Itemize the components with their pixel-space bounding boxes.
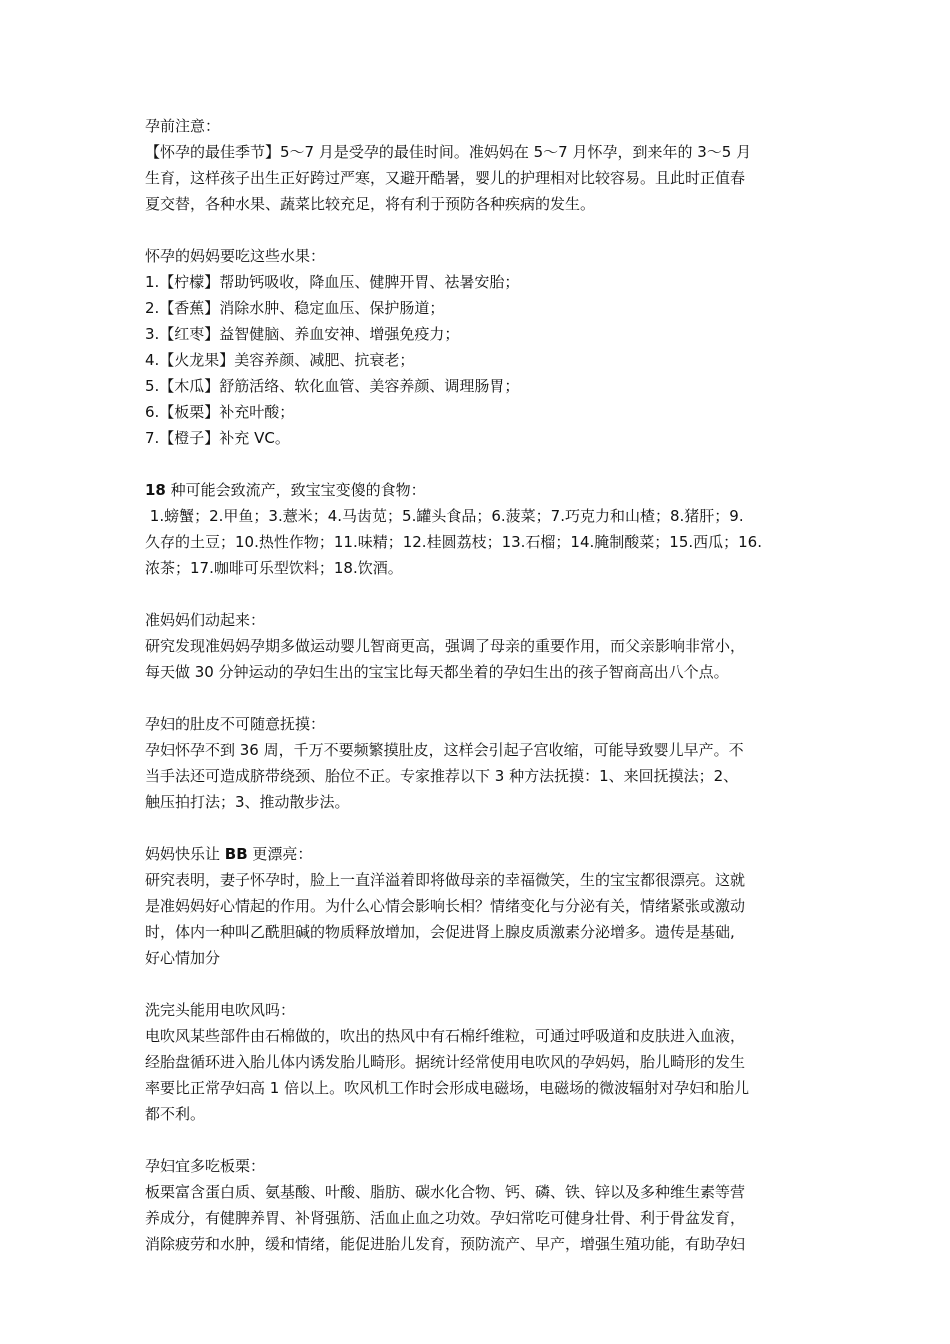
paragraph-line: 夏交替，各种水果、蔬菜比较充足，将有利于预防各种疾病的发生。 bbox=[145, 195, 596, 213]
section-heading: 洗完头能用电吹风吗： bbox=[145, 1001, 296, 1019]
paragraph-line: 率要比正常孕妇高 1 倍以上。吹风机工作时会形成电磁场，电磁场的微波辐射对孕妇和胎儿 bbox=[145, 1079, 750, 1097]
section-exercise bbox=[145, 607, 813, 685]
spacer bbox=[145, 581, 813, 607]
paragraph-line: 电吹风某些部件由石棉做的，吹出的热风中有石棉纤维粒，可通过呼吸道和皮肤进入血液， bbox=[145, 1027, 746, 1045]
list-item: 3.【红枣】益智健脑、养血安神、增强免疫力； bbox=[145, 325, 460, 343]
spacer bbox=[145, 971, 813, 997]
document-body bbox=[145, 113, 813, 1257]
paragraph-line: 久存的土豆；10.热性作物；11.味精；12.桂圆荔枝；13.石榴；14.腌制酸菜；15.西瓜；16. bbox=[145, 533, 762, 551]
section-harmful-foods bbox=[145, 477, 813, 581]
paragraph-line: 研究表明，妻子怀孕时，脸上一直洋溢着即将做母亲的幸福微笑，生的宝宝都很漂亮。这就 bbox=[145, 871, 746, 889]
section-heading bbox=[145, 477, 813, 503]
heading-bold-text: BB bbox=[224, 845, 248, 863]
section-chestnuts bbox=[145, 1153, 813, 1257]
paragraph-line: 当手法还可造成脐带绕颈、胎位不正。专家推荐以下 3 种方法抚摸：1、来回抚摸法；2、 bbox=[145, 767, 739, 785]
paragraph-line: 都不利。 bbox=[145, 1105, 206, 1123]
spacer bbox=[145, 451, 813, 477]
paragraph-line: 【怀孕的最佳季节】5～7 月是受孕的最佳时间。准妈妈在 5～7 月怀孕，到来年的 3～5 月 bbox=[145, 143, 752, 161]
spacer bbox=[145, 217, 813, 243]
section-belly-touching bbox=[145, 711, 813, 815]
paragraph-line: 孕妇怀孕不到 36 周，千万不要频繁摸肚皮，这样会引起子宫收缩，可能导致婴儿早产。不 bbox=[145, 741, 744, 759]
section-heading: 孕妇宜多吃板栗： bbox=[145, 1157, 266, 1175]
section-happy-mood bbox=[145, 841, 813, 971]
paragraph-line: 时，体内一种叫乙酰胆碱的物质释放增加，会促进肾上腺皮质激素分泌增多。遗传是基础, bbox=[145, 923, 735, 941]
section-pre-pregnancy bbox=[145, 113, 813, 217]
paragraph-line: 生育，这样孩子出生正好跨过严寒，又避开酷暑，婴儿的护理相对比较容易。且此时正值春 bbox=[145, 169, 746, 187]
heading-text: 更漂亮： bbox=[247, 845, 313, 863]
paragraph-line: 经胎盘循环进入胎儿体内诱发胎儿畸形。据统计经常使用电吹风的孕妈妈，胎儿畸形的发生 bbox=[145, 1053, 746, 1071]
paragraph-line: 研究发现准妈妈孕期多做运动婴儿智商更高，强调了母亲的重要作用，而父亲影响非常小， bbox=[145, 637, 746, 655]
list-item: 1.【柠檬】帮助钙吸收，降血压、健脾开胃、祛暑安胎； bbox=[145, 273, 520, 291]
list-item: 2.【香蕉】消除水肿、稳定血压、保护肠道； bbox=[145, 299, 445, 317]
paragraph-line: 每天做 30 分钟运动的孕妇生出的宝宝比每天都坐着的孕妇生出的孩子智商高出八个点。 bbox=[145, 663, 729, 681]
list-item: 5.【木瓜】舒筋活络、软化血管、美容养颜、调理肠胃； bbox=[145, 377, 520, 395]
paragraph-line: 好心情加分 bbox=[145, 949, 221, 967]
heading-text: 种可能会致流产，致宝宝变傻的食物： bbox=[165, 481, 426, 499]
section-heading: 怀孕的妈妈要吃这些水果： bbox=[145, 247, 326, 265]
section-heading bbox=[145, 841, 813, 867]
paragraph-line: 板栗富含蛋白质、氨基酸、叶酸、脂肪、碳水化合物、钙、磷、铁、锌以及多种维生素等营 bbox=[145, 1183, 746, 1201]
spacer bbox=[145, 1127, 813, 1153]
list-item: 7.【橙子】补充 VC。 bbox=[145, 429, 290, 447]
section-heading: 准妈妈们动起来： bbox=[145, 611, 266, 629]
heading-number: 18 bbox=[145, 481, 166, 499]
paragraph-line: 养成分，有健脾养胃、补肾强筋、活血止血之功效。孕妇常吃可健身壮骨、利于骨盆发育， bbox=[145, 1209, 746, 1227]
spacer bbox=[145, 815, 813, 841]
list-item: 4.【火龙果】美容养颜、减肥、抗衰老； bbox=[145, 351, 415, 369]
section-hair-dryer bbox=[145, 997, 813, 1127]
paragraph-line: 是准妈妈好心情起的作用。为什么心情会影响长相？情绪变化与分泌有关，情绪紧张或激动 bbox=[145, 897, 746, 915]
paragraph-line: 浓茶；17.咖啡可乐型饮料；18.饮酒。 bbox=[145, 559, 403, 577]
section-fruits bbox=[145, 243, 813, 451]
paragraph-line: 消除疲劳和水肿，缓和情绪，能促进胎儿发育，预防流产、早产，增强生殖功能，有助孕妇 bbox=[145, 1235, 746, 1253]
spacer bbox=[145, 685, 813, 711]
paragraph-line: 触压拍打法；3、推动散步法。 bbox=[145, 793, 350, 811]
paragraph-line: 1.螃蟹；2.甲鱼；3.薏米；4.马齿苋；5.罐头食品；6.菠菜；7.巧克力和山楂；8.猪肝；9. bbox=[145, 507, 744, 525]
section-heading: 孕妇的肚皮不可随意抚摸： bbox=[145, 715, 326, 733]
heading-text: 妈妈快乐让 bbox=[145, 845, 225, 863]
list-item: 6.【板栗】补充叶酸； bbox=[145, 403, 295, 421]
section-heading: 孕前注意： bbox=[145, 117, 221, 135]
